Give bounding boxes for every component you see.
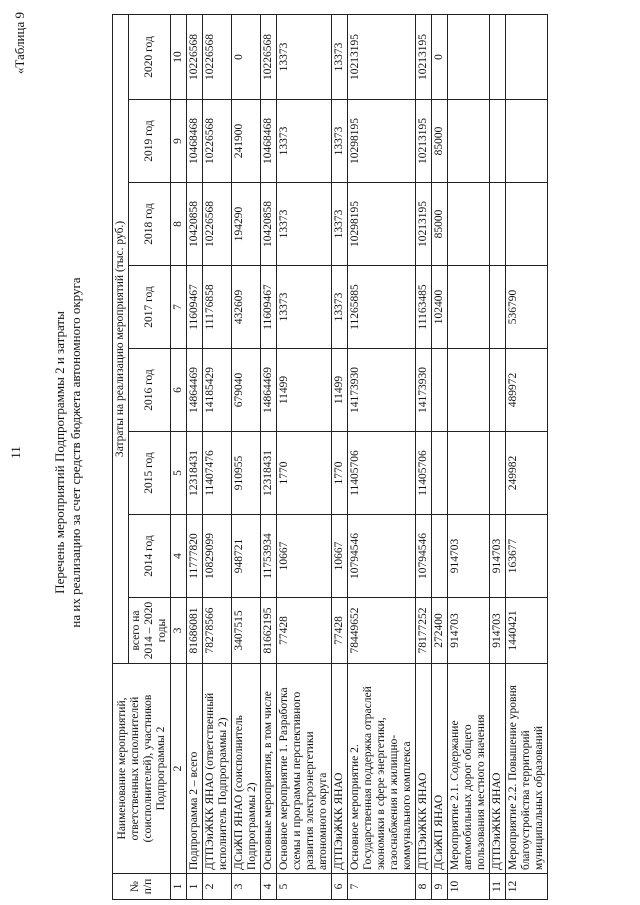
cell-year-value: 432609 <box>232 266 261 349</box>
row-number: 9 <box>432 874 448 900</box>
cell-total: 81686081 <box>187 598 203 664</box>
row-name: Основное мероприятие 2. Государственная поддержка отраслей экономики в сфере энергетики, газоснабжения и жилищно-коммунального комплекса <box>348 664 416 874</box>
row-name: ДСиЖП ЯНАО <box>432 664 448 874</box>
row-name: ДТПЭиЖКК ЯНАО <box>490 664 506 874</box>
table-row <box>187 14 203 899</box>
cell-year-value: 10226568 <box>261 14 277 99</box>
cell-year-value: 10298195 <box>348 100 416 183</box>
row-name: Основные мероприятия, в том числе <box>261 664 277 874</box>
cell-year-value: 10213195 <box>416 183 432 266</box>
cell-year-value: 85000 <box>432 183 448 266</box>
cell-year-value: 10420858 <box>261 183 277 266</box>
cell-year-value: 11163485 <box>416 266 432 349</box>
cell-year-value: 10420858 <box>187 183 203 266</box>
cell-year-value: 489972 <box>506 349 548 432</box>
cell-year-value: 194290 <box>232 183 261 266</box>
cell-year-value: 10213195 <box>348 14 416 99</box>
header-year: 2019 год <box>129 100 171 183</box>
cell-year-value: 0 <box>432 14 448 99</box>
cell-year-value: 13373 <box>277 14 332 99</box>
cell-year-value: 11176858 <box>203 266 232 349</box>
column-index: 5 <box>171 432 187 515</box>
cell-year-value <box>448 100 490 183</box>
cell-year-value: 10794546 <box>416 515 432 598</box>
cell-year-value: 102400 <box>432 266 448 349</box>
cell-year-value: 14864469 <box>187 349 203 432</box>
cell-total: 914703 <box>448 598 490 664</box>
table-row <box>348 14 416 899</box>
row-name: ДТПЭиЖКК ЯНАО <box>332 664 348 874</box>
cell-year-value: 14185429 <box>203 349 232 432</box>
cell-year-value: 10667 <box>332 515 348 598</box>
cell-year-value <box>490 432 506 515</box>
column-index: 6 <box>171 349 187 432</box>
cell-year-value: 13373 <box>332 100 348 183</box>
cell-total: 78177252 <box>416 598 432 664</box>
cell-year-value <box>432 349 448 432</box>
row-name: ДСиЖП ЯНАО (соисполнитель Подпрограммы 2) <box>232 664 261 874</box>
cell-year-value <box>448 349 490 432</box>
cell-year-value <box>432 515 448 598</box>
cell-year-value <box>506 183 548 266</box>
column-index: 2 <box>171 664 187 874</box>
cell-year-value: 10298195 <box>348 183 416 266</box>
document-title-line-2: на их реализацию за счет средств бюджета автономного округа <box>68 277 83 628</box>
cell-year-value <box>448 183 490 266</box>
table-row <box>332 14 348 899</box>
cell-total: 3407515 <box>232 598 261 664</box>
row-name: Мероприятие 2.2. Повышение уровня благоустройства территорий муниципальных образований <box>506 664 548 874</box>
row-number: 5 <box>277 874 332 900</box>
cell-year-value <box>448 432 490 515</box>
cell-year-value: 13373 <box>332 266 348 349</box>
cell-year-value: 536790 <box>506 266 548 349</box>
cell-year-value <box>490 266 506 349</box>
row-name: ДТПЭиЖКК ЯНАО (ответственный исполнитель Подпрограммы 2) <box>203 664 232 874</box>
cell-total: 81662195 <box>261 598 277 664</box>
table-row <box>432 14 448 899</box>
cell-year-value: 914703 <box>448 515 490 598</box>
column-index: 10 <box>171 14 187 99</box>
cell-year-value: 10226568 <box>203 183 232 266</box>
row-number: 1 <box>187 874 203 900</box>
cell-year-value: 910955 <box>232 432 261 515</box>
cell-year-value: 11753934 <box>261 515 277 598</box>
cell-year-value: 1770 <box>332 432 348 515</box>
cell-year-value <box>490 183 506 266</box>
table-row <box>277 14 332 899</box>
document-title-line-1: Перечень мероприятий Подпрограммы 2 и затраты <box>52 311 67 594</box>
row-number: 2 <box>203 874 232 900</box>
column-index: 1 <box>171 874 187 900</box>
row-name: ДТПЭиЖКК ЯНАО <box>416 664 432 874</box>
cell-year-value: 11407476 <box>203 432 232 515</box>
cell-year-value: 13373 <box>277 183 332 266</box>
row-name: Основное мероприятие 1. Разработка схемы и программы перспективного развития электроэнергетики автономного округа <box>277 664 332 874</box>
header-year: 2017 год <box>129 266 171 349</box>
cell-year-value: 10794546 <box>348 515 416 598</box>
table-row <box>448 14 490 899</box>
row-number: 7 <box>348 874 416 900</box>
table-row <box>490 14 506 899</box>
cell-year-value: 10226568 <box>203 14 232 99</box>
cell-year-value: 13373 <box>277 266 332 349</box>
table-row <box>261 14 277 899</box>
cell-year-value <box>506 100 548 183</box>
row-number: 11 <box>490 874 506 900</box>
header-name: Наименование мероприятий, ответственных исполнителей (соисполнителей), участников Подпрограммы 2 <box>113 664 171 874</box>
cell-year-value: 11777820 <box>187 515 203 598</box>
row-name: Подпрограмма 2 – всего <box>187 664 203 874</box>
cell-year-value: 679040 <box>232 349 261 432</box>
header-row-1 <box>113 14 129 899</box>
cell-year-value: 10213195 <box>416 100 432 183</box>
cell-year-value <box>490 14 506 99</box>
cell-year-value: 0 <box>232 14 261 99</box>
cell-year-value <box>448 266 490 349</box>
table-row <box>416 14 432 899</box>
row-number: 6 <box>332 874 348 900</box>
cell-year-value: 11609467 <box>187 266 203 349</box>
table-label: «Таблица 9 <box>12 12 27 75</box>
cell-year-value: 914703 <box>490 515 506 598</box>
column-index: 3 <box>171 598 187 664</box>
cell-year-value: 14864469 <box>261 349 277 432</box>
cell-total: 914703 <box>490 598 506 664</box>
header-year: 2018 год <box>129 183 171 266</box>
table-row <box>232 14 261 899</box>
cell-year-value: 241900 <box>232 100 261 183</box>
cell-year-value: 14173930 <box>416 349 432 432</box>
cell-year-value: 10667 <box>277 515 332 598</box>
header-year: 2020 год <box>129 14 171 99</box>
cell-year-value: 163677 <box>506 515 548 598</box>
header-year: 2016 год <box>129 349 171 432</box>
column-index: 7 <box>171 266 187 349</box>
cell-year-value: 11499 <box>332 349 348 432</box>
cell-year-value: 11405706 <box>348 432 416 515</box>
row-number: 4 <box>261 874 277 900</box>
cell-year-value <box>490 349 506 432</box>
cell-year-value: 11405706 <box>416 432 432 515</box>
cell-year-value: 11499 <box>277 349 332 432</box>
cell-year-value: 10468468 <box>261 100 277 183</box>
row-number: 8 <box>416 874 432 900</box>
cell-year-value: 13373 <box>277 100 332 183</box>
page-number: 11 <box>8 446 23 459</box>
cell-year-value: 948721 <box>232 515 261 598</box>
cell-year-value: 13373 <box>332 183 348 266</box>
cell-year-value <box>490 100 506 183</box>
row-number: 12 <box>506 874 548 900</box>
header-num: № п/п <box>113 874 171 900</box>
cell-year-value <box>432 432 448 515</box>
column-index: 9 <box>171 100 187 183</box>
cell-total: 77428 <box>277 598 332 664</box>
cell-year-value: 249982 <box>506 432 548 515</box>
header-total: всего на 2014 – 2020 годы <box>129 598 171 664</box>
row-name: Мероприятие 2.1. Содержание автомобильных дорог общего пользования местного значения <box>448 664 490 874</box>
column-index-row <box>171 14 187 899</box>
header-costs-group: Затраты на реализацию мероприятий (тыс. руб.) <box>113 14 129 663</box>
cell-total: 1440421 <box>506 598 548 664</box>
cell-total: 272400 <box>432 598 448 664</box>
header-year: 2015 год <box>129 432 171 515</box>
cell-year-value: 10226568 <box>187 14 203 99</box>
cell-year-value: 14173930 <box>348 349 416 432</box>
cell-year-value <box>506 14 548 99</box>
cell-year-value: 12318431 <box>187 432 203 515</box>
row-number: 3 <box>232 874 261 900</box>
column-index: 4 <box>171 515 187 598</box>
cell-total: 77428 <box>332 598 348 664</box>
cell-year-value: 11609467 <box>261 266 277 349</box>
cell-total: 78278566 <box>203 598 232 664</box>
cell-year-value: 10468468 <box>187 100 203 183</box>
cell-year-value <box>448 14 490 99</box>
table-body <box>187 14 548 899</box>
cell-total: 78449652 <box>348 598 416 664</box>
cell-year-value: 10226568 <box>203 100 232 183</box>
table-row <box>203 14 232 899</box>
cost-table <box>112 14 548 900</box>
row-number: 10 <box>448 874 490 900</box>
cell-year-value: 12318431 <box>261 432 277 515</box>
cell-year-value: 85000 <box>432 100 448 183</box>
cell-year-value: 11265885 <box>348 266 416 349</box>
cell-year-value: 13373 <box>332 14 348 99</box>
table-row <box>506 14 548 899</box>
cell-year-value: 10213195 <box>416 14 432 99</box>
cell-year-value: 1770 <box>277 432 332 515</box>
column-index: 8 <box>171 183 187 266</box>
header-year: 2014 год <box>129 515 171 598</box>
cell-year-value: 10829099 <box>203 515 232 598</box>
